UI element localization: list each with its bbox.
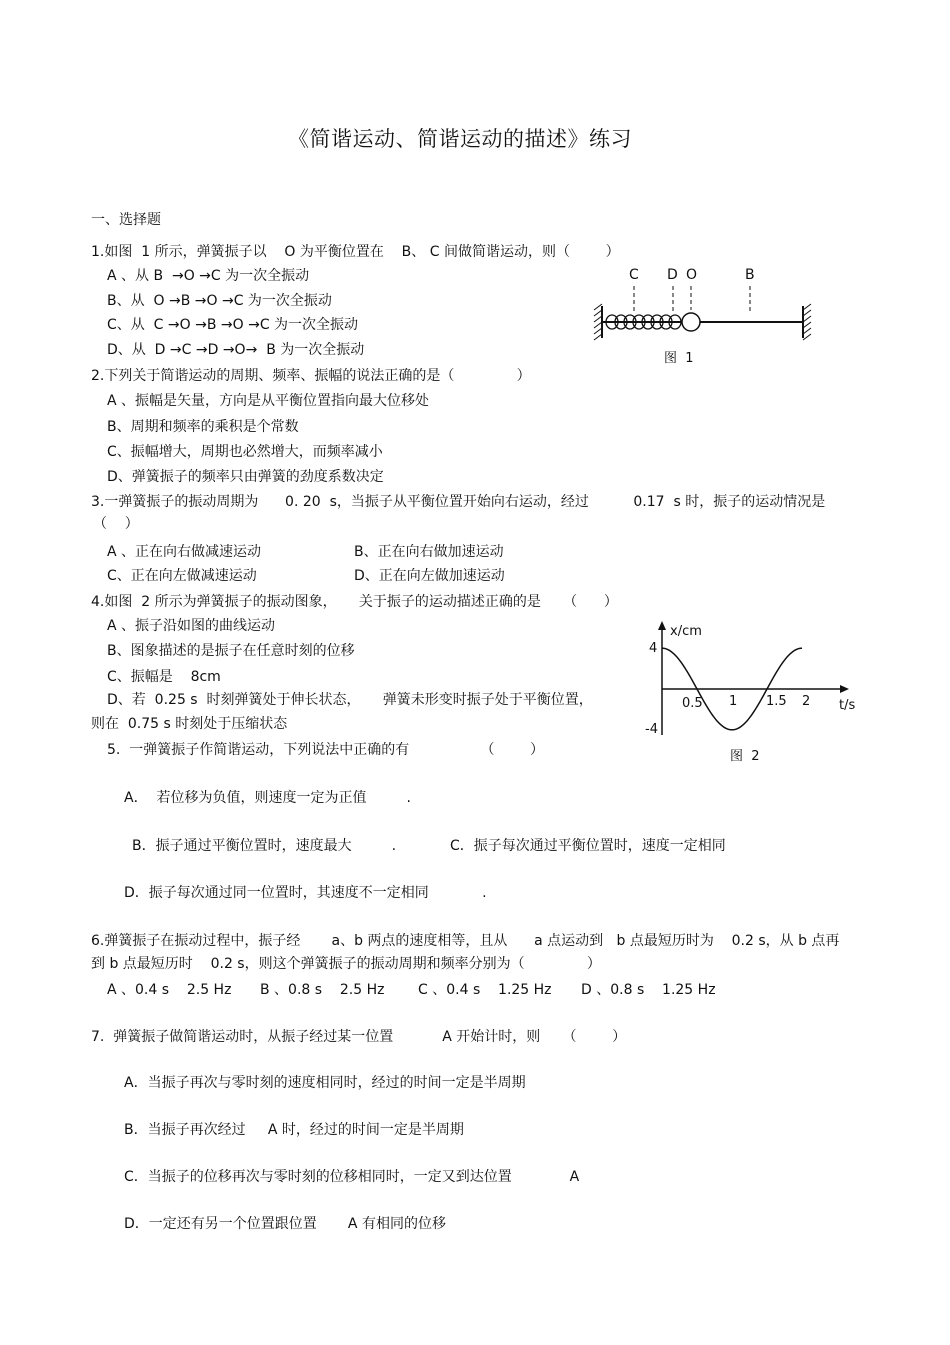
x-tick-1: 1 (729, 694, 738, 709)
q1-stem: 1.如图 1 所示，弹簧振子以 O 为平衡位置在 B、 C 间做简谐运动，则（ ） (91, 244, 620, 260)
figure-1-caption: 图 1 (664, 351, 694, 366)
q4-option-d-continuation: 则在 0.75 s 时刻处于压缩状态 (91, 716, 288, 732)
q7-option-b: B．当振子再次经过 A 时，经过的时间一定是半周期 (124, 1122, 464, 1138)
q3-option-b: B、正在向右做加速运动 (354, 544, 504, 560)
q5-stem: 5. 一弹簧振子作简谐运动，下列说法中正确的有 （ ） (107, 742, 545, 758)
q1-option-a: A 、从 B →O →C 为一次全振动 (107, 268, 310, 284)
q7-option-a: A．当振子再次与零时刻的速度相同时，经过的时间一定是半周期 (124, 1075, 526, 1091)
q4-stem: 4.如图 2 所示为弹簧振子的振动图象， 关于振子的运动描述正确的是 （ ） (91, 594, 618, 610)
q6-stem-cont: 到 b 点最短历时 0.2 s，则这个弹簧振子的振动周期和频率分别为（ ） (91, 956, 601, 972)
q5-option-a: A． 若位移为负值，则速度一定为正值 . (124, 790, 411, 806)
q4-option-c: C、振幅是 8cm (107, 669, 221, 685)
figure-1-spring (590, 262, 820, 372)
q4-option-a: A 、振子沿如图的曲线运动 (107, 618, 276, 634)
q5-option-b: B．振子通过平衡位置时，速度最大 . (132, 838, 397, 854)
q3-option-d: D、正在向左做加速运动 (354, 568, 505, 584)
q3-option-a: A 、正在向右做减速运动 (107, 544, 262, 560)
q5-option-c: C．振子每次通过平衡位置时，速度一定相同 (450, 838, 726, 854)
label-b: B (745, 267, 755, 283)
q2-stem: 2.下列关于简谐运动的周期、频率、振幅的说法正确的是（ ） (91, 368, 531, 384)
label-d: D (667, 267, 678, 283)
q6-option-d: D 、0.8 s 1.25 Hz (581, 982, 716, 998)
q2-option-d: D、弹簧振子的频率只由弹簧的劲度系数决定 (107, 469, 384, 485)
label-c: C (629, 267, 639, 283)
figure-2-caption: 图 2 (730, 749, 760, 764)
q7-option-d: D．一定还有另一个位置跟位置 A 有相同的位移 (124, 1216, 446, 1232)
x-tick-0-5: 0.5 (682, 696, 703, 711)
oscillator-ball (682, 313, 700, 331)
q1-option-d: D、从 D →C →D →O→ B 为一次全振动 (107, 342, 365, 358)
q4-option-d: D、若 0.25 s 时刻弹簧处于伸长状态， 弹簧未形变时振子处于平衡位置， (107, 692, 593, 708)
q2-option-b: B、周期和频率的乘积是个常数 (107, 419, 299, 435)
y-tick-4: 4 (649, 641, 658, 656)
x-axis-label: t/s (839, 698, 856, 713)
q1-option-b: B、从 O →B →O →C 为一次全振动 (107, 293, 332, 309)
page-title: 《简谐运动、简谐运动的描述》练习 (288, 127, 632, 151)
q6-option-b: B 、0.8 s 2.5 Hz (260, 982, 385, 998)
y-axis-label: x/cm (670, 624, 702, 639)
q6-option-a: A 、0.4 s 2.5 Hz (107, 982, 232, 998)
q4-option-b: B、图象描述的是振子在任意时刻的位移 (107, 643, 355, 659)
q2-option-c: C、振幅增大，周期也必然增大，而频率减小 (107, 444, 383, 460)
q3-option-c: C、正在向左做减速运动 (107, 568, 257, 584)
label-o: O (686, 267, 698, 283)
q6-option-c: C 、0.4 s 1.25 Hz (418, 982, 552, 998)
q7-option-c: C．当振子的位移再次与零时刻的位移相同时，一定又到达位置 A (124, 1169, 580, 1185)
y-tick-neg4: -4 (645, 722, 658, 737)
q3-stem-paren: （ ） (93, 516, 139, 532)
x-tick-2: 2 (802, 694, 811, 709)
section-heading: 一、选择题 (91, 212, 161, 228)
q6-stem: 6.弹簧振子在振动过程中，振子经 a、b 两点的速度相等，且从 a 点运动到 b 点最短历时为 0.2 s，从 b 点再 (91, 933, 840, 949)
q5-option-d: D．振子每次通过同一位置时，其速度不一定相同 . (124, 885, 487, 901)
q1-option-c: C、从 C →O →B →O →C 为一次全振动 (107, 317, 359, 333)
q2-option-a: A 、振幅是矢量，方向是从平衡位置指向最大位移处 (107, 393, 430, 409)
figure-2-chart (640, 615, 865, 745)
q3-stem: 3.一弹簧振子的振动周期为 0. 20 s，当振子从平衡位置开始向右运动，经过 0.17 s 时，振子的运动情况是 (91, 494, 826, 510)
x-tick-1-5: 1.5 (766, 694, 787, 709)
q7-stem: 7. 弹簧振子做简谐运动时，从振子经过某一位置 A 开始计时，则 （ ） (91, 1029, 627, 1045)
